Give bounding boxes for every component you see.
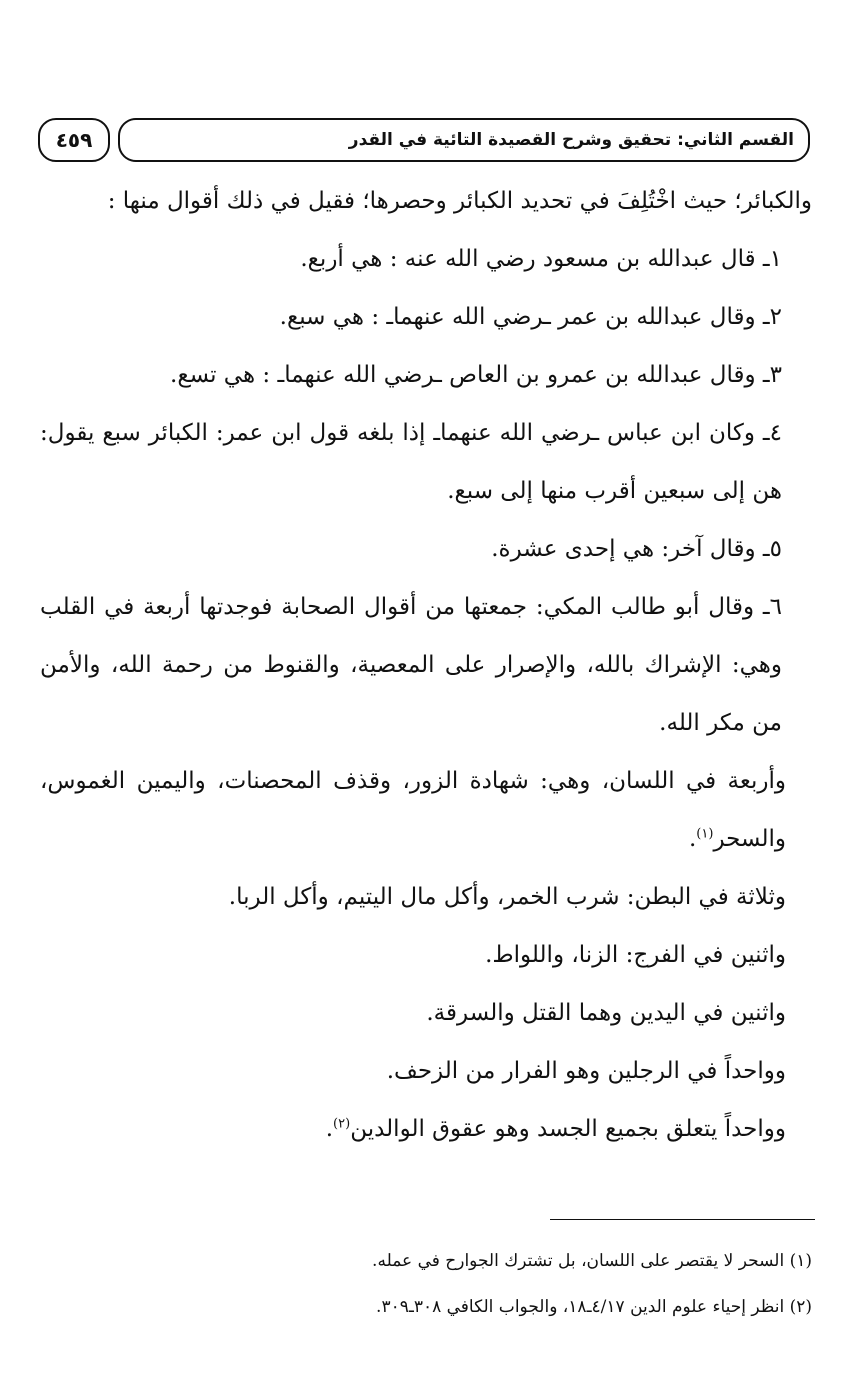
footnote-ref-2: (٢) <box>333 1116 351 1132</box>
page-header <box>38 118 810 164</box>
footnote-separator <box>550 1219 815 1220</box>
list-item-5: ٥ـ وقال آخر: هي إحدى عشرة. <box>491 536 782 562</box>
body-line <box>40 1100 812 1158</box>
tongue-text: وأربعة في اللسان، وهي: شهادة الزور، وقذف المحصنات، واليمين الغموس، والسحر <box>40 768 786 852</box>
list-item-6: ٦ـ وقال أبو طالب المكي: جمعتها من أقوال الصحابة فوجدتها أربعة في القلب وهي: الإشراك بالله، والإصرار على المعصية، والقنوط من رحمة الله، والأمن من مكر الله. <box>40 594 782 736</box>
page-number: ٤٥٩ <box>38 118 110 162</box>
list-item-4: ٤ـ وكان ابن عباس ـرضي الله عنهماـ إذا بلغه قول ابن عمر: الكبائر سبع يقول: هن إلى سبعين أقرب منها إلى سبع. <box>40 420 782 504</box>
body-line-text: وواحداً يتعلق بجميع الجسد وهو عقوق الوالدين <box>350 1116 786 1142</box>
footnote-1: (١) السحر لا يقتصر على اللسان، بل تشترك الجوارح في عمله. <box>372 1251 812 1271</box>
body-line-end: . <box>325 1116 334 1142</box>
running-title: القسم الثاني: تحقيق وشرح القصيدة التائية في القدر <box>118 118 810 162</box>
intro-line: والكبائر؛ حيث اخْتُلِفَ في تحديد الكبائر وحصرها؛ فقيل في ذلك أقوال منها : <box>107 188 812 214</box>
footnotes <box>40 1238 812 1330</box>
list-item-2: ٢ـ وقال عبدالله بن عمر ـرضي الله عنهماـ : هي سبع. <box>279 304 782 330</box>
belly-line: وثلاثة في البطن: شرب الخمر، وأكل مال اليتيم، وأكل الربا. <box>228 884 786 910</box>
footnote-ref-1: (١) <box>696 826 714 842</box>
tongue-end: . <box>688 826 697 852</box>
hands-line: واثنين في اليدين وهما القتل والسرقة. <box>426 1000 786 1026</box>
footnote-2: (٢) انظر إحياء علوم الدين ٤/١٧ـ١٨، والجواب الكافي ٣٠٨ـ٣٠٩. <box>376 1297 812 1317</box>
list-item-1: ١ـ قال عبدالله بن مسعود رضي الله عنه : هي أربع. <box>300 246 782 272</box>
tongue-paragraph <box>40 752 812 868</box>
legs-line: وواحداً في الرجلين وهو الفرار من الزحف. <box>386 1058 786 1084</box>
main-text <box>40 172 812 1158</box>
private-line: واثنين في الفرج: الزنا، واللواط. <box>485 942 786 968</box>
list-item-3: ٣ـ وقال عبدالله بن عمرو بن العاص ـرضي الله عنهماـ : هي تسع. <box>170 362 782 388</box>
